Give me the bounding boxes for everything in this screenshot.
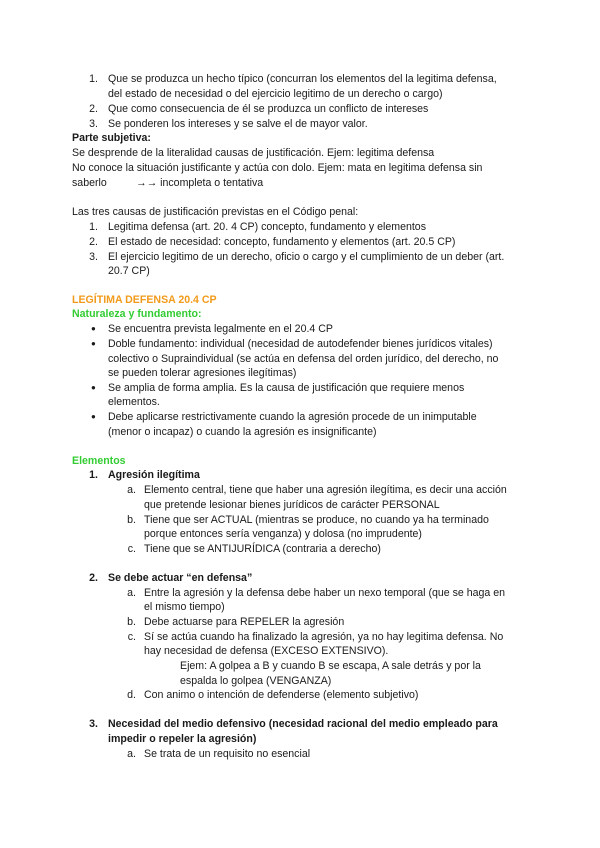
elemento-title: Agresión ilegítima: [108, 469, 200, 481]
list-number: 2.: [89, 103, 98, 115]
list-letter: b.: [127, 616, 136, 628]
bullet-text: Se encuentra prevista legalmente en el 20.4 CP: [108, 323, 333, 335]
list-letter: a.: [127, 484, 136, 496]
list-letter: c.: [127, 631, 136, 643]
example-text: espalda lo golpea (VENGANZA): [180, 675, 332, 687]
list-item-text: hay necesidad de defensa (EXCESO EXTENSIVO).: [144, 645, 389, 657]
list-item-text: Se ponderen los intereses y se salve el de mayor valor.: [108, 118, 368, 130]
list-letter: d.: [127, 689, 136, 701]
list-number: 1.: [89, 73, 98, 85]
list-letter: b.: [127, 514, 136, 526]
paragraph-line: saberlo: [72, 177, 107, 189]
list-number: 1.: [89, 221, 98, 233]
elemento-title: Se debe actuar “en defensa”: [108, 572, 253, 584]
paragraph-line-arrow: →→ incompleta o tentativa: [136, 177, 264, 189]
bullet-icon: ●: [91, 324, 96, 333]
bullet-text: Se amplia de forma amplia. Es la causa de justificación que requiere menos: [108, 382, 465, 394]
list-number: 1.: [89, 469, 98, 481]
list-number: 2.: [89, 572, 98, 584]
bullet-icon: ●: [91, 339, 96, 348]
list-item-text: Debe actuarse para REPELER la agresión: [144, 616, 345, 628]
bullet-text: Doble fundamento: individual (necesidad de autodefender bienes jurídicos vitales): [108, 338, 493, 350]
elemento-title: Necesidad del medio defensivo (necesidad racional del medio empleado para: [108, 718, 498, 730]
list-item-text: Elemento central, tiene que haber una agresión ilegítima, es decir una acción: [144, 484, 507, 496]
list-item-text: Con animo o intención de defenderse (elemento subjetivo): [144, 689, 419, 701]
elemento-title: impedir o repeler la agresión): [108, 733, 257, 745]
bullet-icon: ●: [91, 412, 96, 421]
bullet-text: Debe aplicarse restrictivamente cuando la agresión procede de un inimputable: [108, 411, 477, 423]
list-item-text: Legitima defensa (art. 20. 4 CP) concepto, fundamento y elementos: [108, 221, 426, 233]
list-item-text: Se trata de un requisito no esencial: [144, 748, 311, 760]
list-item-text: del estado de necesidad o del ejercicio legitimo de un derecho o cargo): [108, 88, 443, 100]
heading-legitima-defensa: LEGÍTIMA DEFENSA 20.4 CP: [72, 294, 217, 306]
list-item-text: Tiene que se ANTIJURÍDICA (contraria a derecho): [144, 543, 381, 555]
list-letter: c.: [127, 543, 136, 555]
list-item-text: Que como consecuencia de él se produzca un conflicto de intereses: [108, 103, 429, 115]
list-item-text: porque entonces sería venganza) y dolosa (no imprudente): [144, 528, 422, 540]
paragraph-line: Se desprende de la literalidad causas de justificación. Ejem: legitima defensa: [72, 147, 435, 159]
bullet-text: colectivo o Supraindividual (se actúa en defensa del orden jurídico, del derecho, no: [108, 353, 499, 365]
section-title-subjetiva: Parte subjetiva:: [72, 132, 151, 144]
subheading-elementos: Elementos: [72, 455, 126, 467]
list-item-text: 20.7 CP): [108, 265, 150, 277]
bullet-text: se pueden tolerar agresiones ilegítimas): [108, 367, 297, 379]
list-item-text: que pretende lesionar bienes jurídicos de carácter PERSONAL: [144, 499, 440, 511]
bullet-text: elementos.: [108, 396, 160, 408]
list-letter: a.: [127, 748, 136, 760]
subheading-naturaleza: Naturaleza y fundamento:: [72, 308, 202, 320]
list-item-text: Sí se actúa cuando ha finalizado la agresión, ya no hay legitima defensa. No: [144, 631, 504, 643]
list-item-text: el mismo tiempo): [144, 601, 225, 613]
example-text: Ejem: A golpea a B y cuando B se escapa, A sale detrás y por la: [180, 660, 481, 672]
list-item-text: El estado de necesidad: concepto, fundamento y elementos (art. 20.5 CP): [108, 236, 456, 248]
list-item-text: Que se produzca un hecho típico (concurran los elementos del la legitima defensa,: [108, 73, 497, 85]
bullet-text: (menor o incapaz) o cuando la agresión es insignificante): [108, 426, 377, 438]
bullet-icon: ●: [91, 383, 96, 392]
list-item-text: Tiene que ser ACTUAL (mientras se produce, no cuando ya ha terminado: [144, 514, 489, 526]
list-item-text: Entre la agresión y la defensa debe haber un nexo temporal (que se haga en: [144, 587, 506, 599]
list-number: 3.: [89, 118, 98, 130]
list-number: 2.: [89, 236, 98, 248]
list-number: 3.: [89, 718, 98, 730]
list-letter: a.: [127, 587, 136, 599]
list-item-text: El ejercicio legitimo de un derecho, oficio o cargo y el cumplimiento de un deber (art.: [108, 251, 505, 263]
paragraph-line: No conoce la situación justificante y actúa con dolo. Ejem: mata en legitima defensa sin: [72, 162, 483, 174]
list-number: 3.: [89, 251, 98, 263]
paragraph-line: Las tres causas de justificación previstas en el Código penal:: [72, 206, 359, 218]
